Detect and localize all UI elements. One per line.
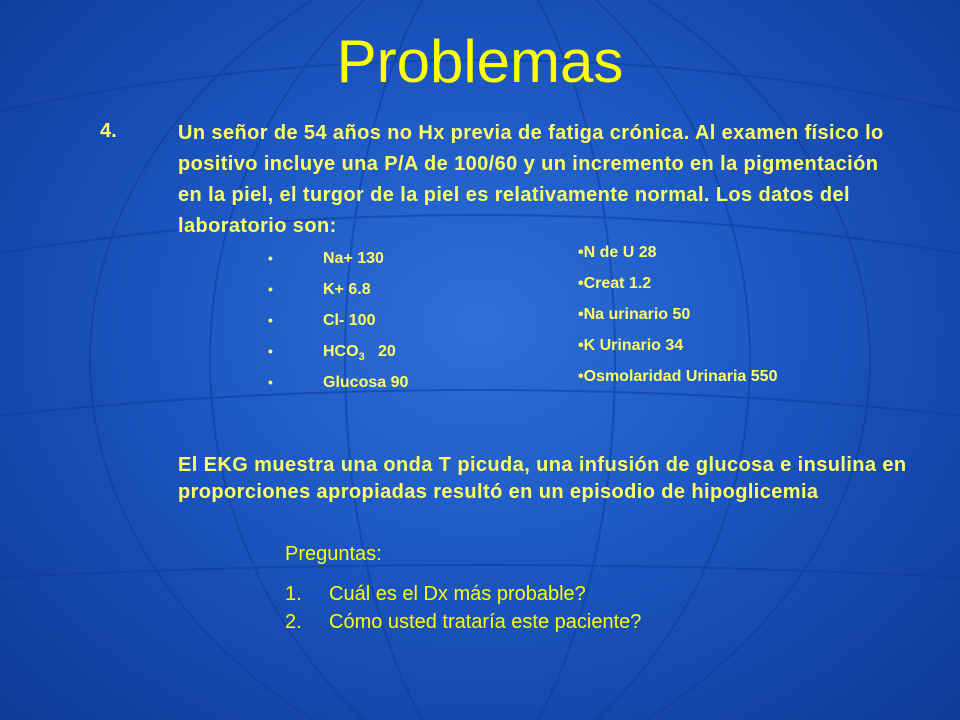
lab-item: •Creat 1.2 bbox=[578, 275, 652, 292]
questions-heading: Preguntas: bbox=[285, 543, 382, 565]
lab-hco3-subscript: 3 bbox=[358, 351, 365, 364]
problem-statement: Un señor de 54 años no Hx previa de fatiga crónica. Al examen físico lo positivo incluye una P/A de 100/60 y un incremento en la pigmentación en la piel, el turgor de la piel es relativamente normal. Los datos del laboratorio son: bbox=[178, 122, 884, 237]
lab-values-urine bbox=[578, 243, 828, 398]
bullet-icon: • bbox=[268, 374, 273, 390]
problem-number: 4. bbox=[100, 120, 117, 142]
slide: Problemas 4. Un señor de 54 años no Hx previa de fatiga crónica. Al examen físico lo positivo incluye una P/A de 100/60 y un incremento en la pigmentación en la piel, el turgor de la piel es relativamente normal. Los datos del laboratorio son: • Na+ 130 • K+ 6.8 • Cl- 100 • $HCO_3$ 20 • Glucosa 90 •N de U 28 •Creat 1.2 •Na urinario 50 •K Urinario 34 •Osmolaridad Urinaria 550 El EKG muestra una onda T picuda, una infusión de glucosa e insulina en proporciones apropiadas resultó en un episodio de hipoglicemia Preguntas: 1. Cuál es el Dx más probable? 2. Cómo usted trataría este paciente? bbox=[0, 0, 960, 720]
bullet-icon: • bbox=[268, 250, 273, 266]
lab-item: •K Urinario 34 bbox=[578, 337, 684, 354]
lab-item: •Na urinario 50 bbox=[578, 306, 691, 323]
lab-hco3-value: 20 bbox=[378, 343, 396, 360]
lab-item: •Osmolaridad Urinaria 550 bbox=[578, 368, 778, 385]
slide-title: Problemas bbox=[336, 28, 624, 95]
lab-item: •N de U 28 bbox=[578, 244, 657, 261]
bullet-icon: • bbox=[268, 312, 273, 328]
lab-hco3-label: HCO bbox=[323, 343, 359, 360]
bullet-icon: • bbox=[268, 281, 273, 297]
bullet-icon: • bbox=[268, 343, 273, 359]
ekg-finding: El EKG muestra una onda T picuda, una infusión de glucosa e insulina en proporciones apropiadas resultó en un episodio de hipoglicemia bbox=[178, 454, 907, 503]
